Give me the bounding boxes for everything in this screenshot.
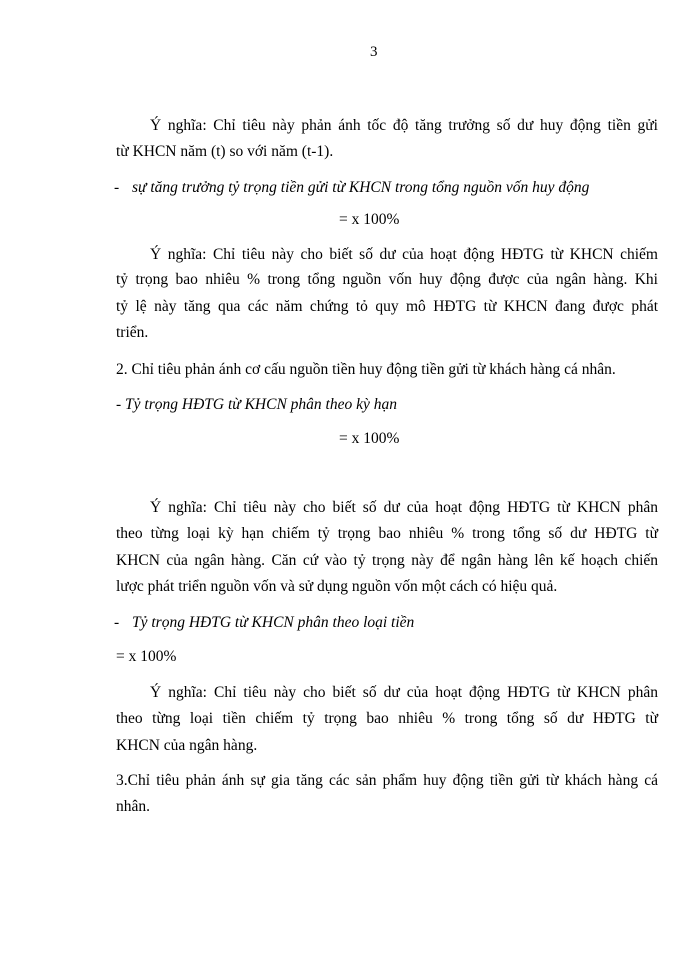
formula-3: = x 100% [116, 648, 177, 665]
section-heading-3-line-2: nhân. [116, 798, 151, 815]
bullet-dash: - [114, 179, 120, 196]
paragraph-meaning-3-line-4: lược phát triển nguồn vốn và sử dụng nguồn vốn một cách có hiệu quả. [116, 578, 558, 595]
bullet-text: sự tăng trưởng tỷ trọng tiền gửi từ KHCN trong tổng nguồn vốn huy động [132, 179, 590, 196]
paragraph-meaning-2-line-3: tỷ lệ này tăng qua các năm chứng tỏ quy mô HĐTG từ KHCN đang được phát [116, 298, 658, 315]
paragraph-meaning-4-line-3: KHCN của ngân hàng. [116, 737, 258, 754]
paragraph-meaning-4-line-1: Ý nghĩa: Chỉ tiêu này cho biết số dư của hoạt động HĐTG từ KHCN phân [150, 684, 658, 701]
paragraph-meaning-2-line-1: Ý nghĩa: Chỉ tiêu này cho biết số dư của hoạt động HĐTG từ KHCN chiếm [150, 246, 658, 263]
paragraph-meaning-3-line-3: KHCN của ngân hàng. Căn cứ vào tỷ trọng này để ngân hàng lên kế hoạch chiến [116, 552, 658, 569]
formula-2: = x 100% [339, 430, 400, 447]
paragraph-meaning-2-line-4: triển. [116, 324, 149, 341]
paragraph-meaning-3-line-2: theo từng loại kỳ hạn chiếm tỷ trọng bao nhiêu % trong tổng số dư HĐTG từ [116, 525, 658, 542]
bullet-share-by-currency [114, 613, 414, 633]
paragraph-meaning-4-line-2: theo từng loại tiền chiếm tỷ trọng bao nhiêu % trong tổng số dư HĐTG từ [116, 710, 658, 727]
paragraph-meaning-1-line-2: từ KHCN năm (t) so với năm (t-1). [116, 143, 334, 160]
section-heading-3-line-1: 3.Chỉ tiêu phản ánh sự gia tăng các sản phẩm huy động tiền gửi từ khách hàng cá [116, 772, 658, 789]
bullet-text: Tỷ trọng HĐTG từ KHCN phân theo loại tiền [132, 614, 415, 631]
paragraph-meaning-3-line-1: Ý nghĩa: Chỉ tiêu này cho biết số dư của hoạt động HĐTG từ KHCN phân [150, 499, 658, 516]
bullet-deposit-share-growth [114, 178, 589, 198]
bullet-share-by-term: - Tỷ trọng HĐTG từ KHCN phân theo kỳ hạn [116, 396, 397, 413]
formula-1: = x 100% [339, 211, 400, 228]
paragraph-meaning-1-line-1: Ý nghĩa: Chỉ tiêu này phản ánh tốc độ tăng trưởng số dư huy động tiền gửi [150, 117, 658, 134]
paragraph-meaning-2-line-2: tỷ trọng bao nhiêu % trong tổng nguồn vốn huy động được của ngân hàng. Khi [116, 271, 658, 288]
page-number: 3 [370, 44, 378, 60]
section-heading-2: 2. Chỉ tiêu phản ánh cơ cấu nguồn tiền huy động tiền gửi từ khách hàng cá nhân. [116, 361, 616, 378]
bullet-dash: - [114, 614, 120, 631]
